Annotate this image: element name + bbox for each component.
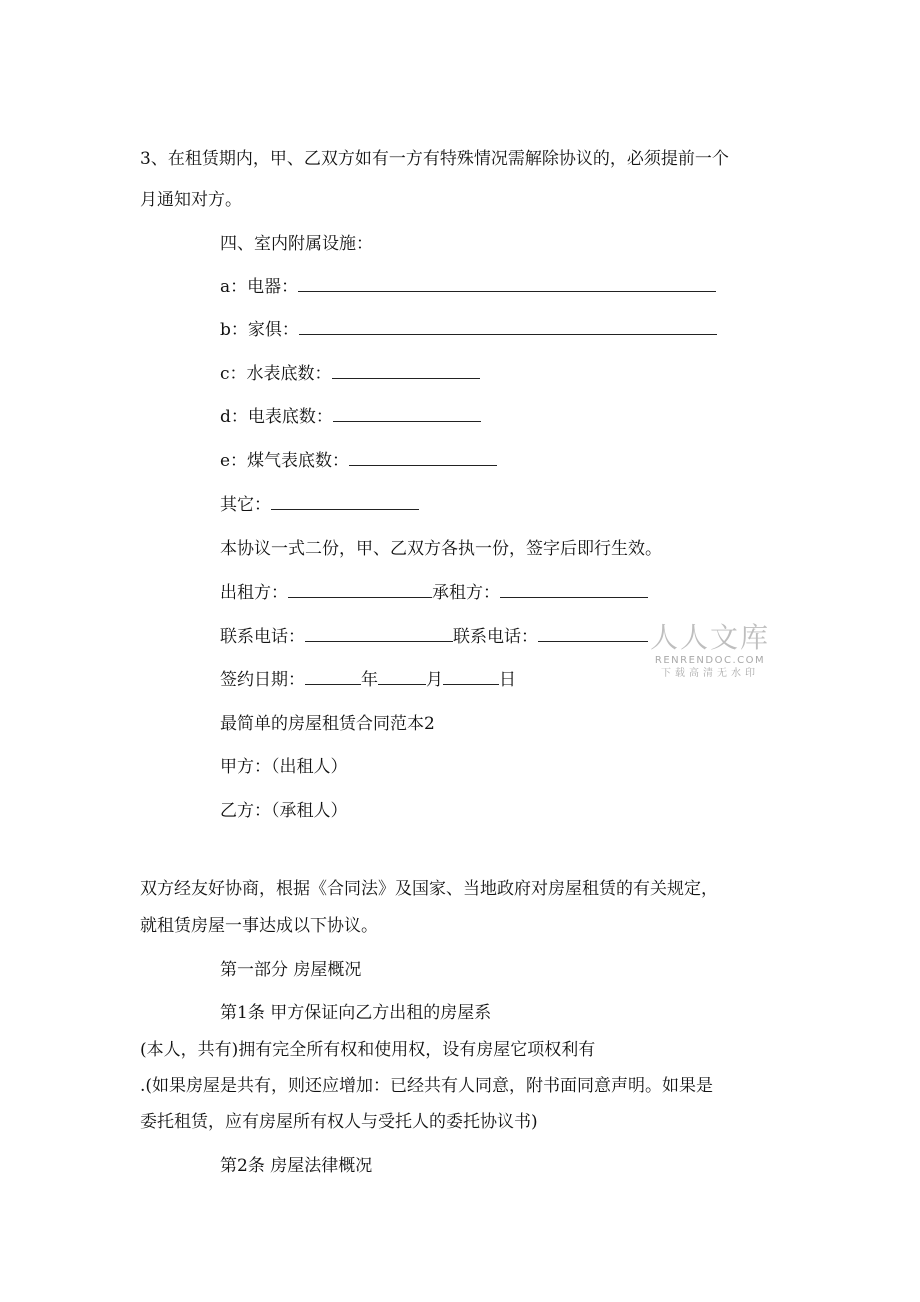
day-label: 日 [499,670,516,690]
part-1-heading: 第一部分 房屋概况 [220,960,362,980]
year-label: 年 [361,670,378,690]
item-furniture [220,319,717,341]
signature-parties [220,582,648,604]
intro-line-2: 就租赁房屋一事达成以下协议。 [140,916,378,936]
article-1-line-1: 第1条 甲方保证向乙方出租的房屋系 [220,1003,492,1023]
sign-date-label: 签约日期： [220,670,305,690]
item-electric-meter-label: d：电表底数： [220,407,333,427]
watermark-title: 人人文库 [649,621,770,654]
party-b: 乙方：（承租人） [220,801,348,821]
item-appliances-label: a：电器： [220,277,299,297]
article-1-line-4: 委托租赁，应有房屋所有权人与受托人的委托协议书) [140,1112,538,1132]
phone-line [220,626,648,648]
gas-meter-blank [349,450,497,466]
water-meter-blank [332,363,480,379]
article-1-line-2: (本人，共有)拥有完全所有权和使用权，设有房屋它项权利有 [140,1040,596,1060]
item-gas-meter [220,450,497,472]
item-water-meter [220,363,480,385]
day-blank [443,669,499,685]
watermark-url: RENRENDOC.COM [654,655,766,666]
year-blank [305,669,361,685]
item-gas-meter-label: e：煤气表底数： [220,451,350,471]
watermark-subtitle: 下载高清无水印 [661,668,759,679]
item-other [220,494,419,516]
electric-meter-blank [333,406,481,422]
article-2-heading: 第2条 房屋法律概况 [220,1156,373,1176]
month-label: 月 [426,670,443,690]
section-4-title: 四、室内附属设施： [220,234,373,254]
party-a: 甲方：（出租人） [220,757,348,777]
lessor-label: 出租方： [220,583,288,603]
copies-statement: 本协议一式二份，甲、乙双方各执一份，签字后即行生效。 [220,539,662,559]
item-water-meter-label: c：水表底数： [220,364,332,384]
lessee-blank [500,582,648,598]
lessee-label: 承租方： [432,583,500,603]
template-2-title: 最简单的房屋租赁合同范本2 [220,714,435,734]
clause-3-line-2: 月通知对方。 [140,190,242,210]
phone-label-2: 联系电话： [453,627,538,647]
phone-label-1: 联系电话： [220,627,305,647]
phone-blank-1 [305,626,453,642]
item-other-label: 其它： [220,495,271,515]
sign-date-line [220,669,516,691]
item-furniture-label: b：家俱： [220,320,299,340]
appliances-blank [298,276,716,292]
other-blank [271,494,419,510]
month-blank [378,669,426,685]
watermark [640,622,780,680]
lessor-blank [288,582,432,598]
phone-blank-2 [538,626,648,642]
clause-3-line-1: 3、在租赁期内，甲、乙双方如有一方有特殊情况需解除协议的，必须提前一个 [140,149,729,169]
item-electric-meter [220,406,481,428]
intro-line-1: 双方经友好协商，根据《合同法》及国家、当地政府对房屋租赁的有关规定， [140,879,718,899]
item-appliances [220,276,716,298]
article-1-line-3: .(如果房屋是共有，则还应增加：已经共有人同意，附书面同意声明。如果是 [140,1076,714,1096]
furniture-blank [299,319,717,335]
